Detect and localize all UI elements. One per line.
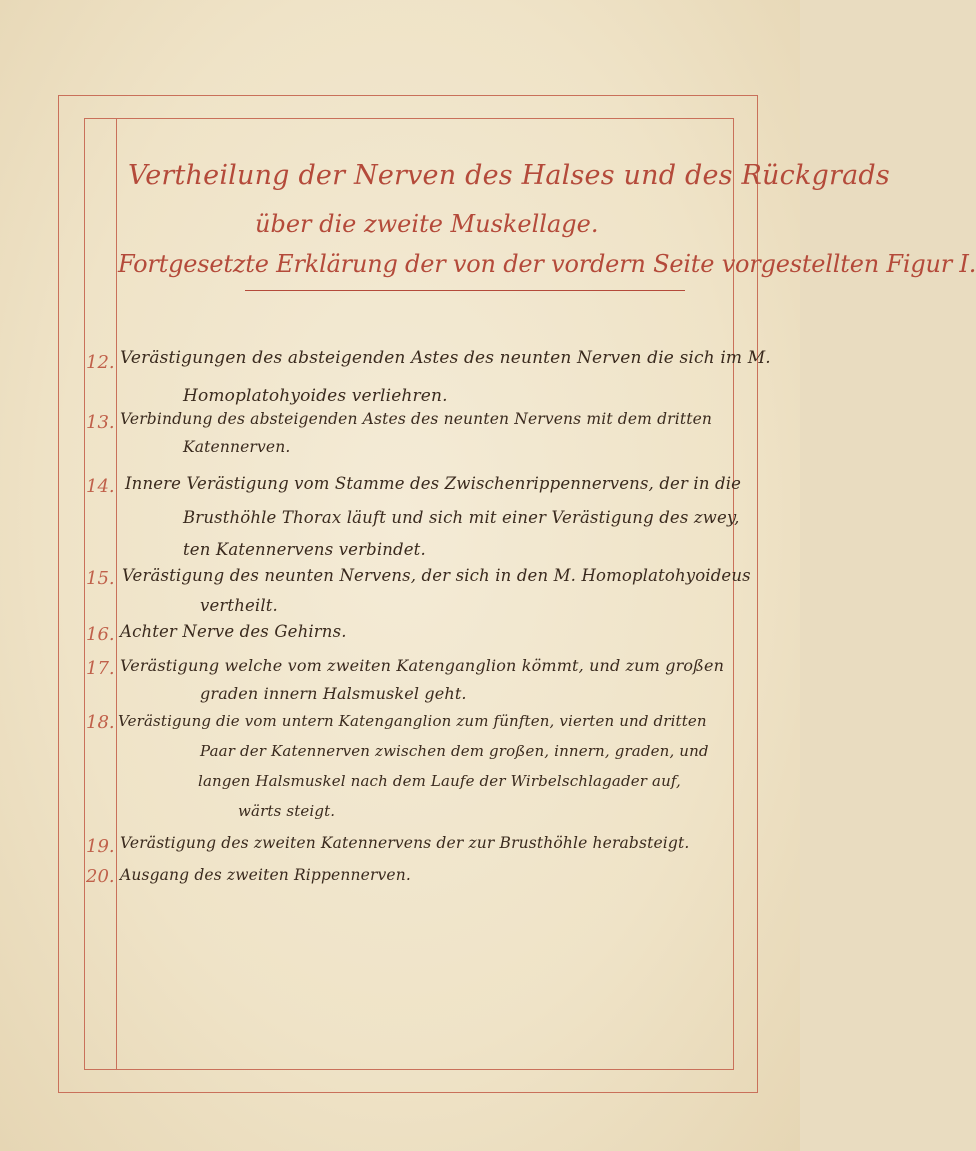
entry-number: 20. [86,866,115,887]
entry-line: Ausgang des zweiten Rippennerven. [120,866,411,884]
margin-rule [116,118,117,1070]
title-line-1: Vertheilung der Nerven des Halses und des Rückgrads [128,160,890,191]
entry-line: langen Halsmuskel nach dem Laufe der Wirbelschlagader auf, [198,772,681,790]
entry-line: Paar der Katennerven zwischen dem großen, innern, graden, und [200,742,709,760]
title-underline [245,290,685,291]
entry-line: Verästigungen des absteigenden Astes des neunten Nerven die sich im M. [120,348,771,368]
entry-number: 18. [86,712,115,733]
entry-number: 17. [86,658,115,679]
entry-line: Verästigung welche vom zweiten Katenganglion kömmt, und zum großen [120,656,725,675]
entry-number: 16. [86,624,115,645]
entry-line: Verästigung die vom untern Katenganglion zum fünften, vierten und dritten [118,712,707,730]
entry-line: Katennerven. [183,438,291,456]
entry-line: Innere Verästigung vom Stamme des Zwischenrippennervens, der in die [125,474,742,493]
entry-number: 15. [86,568,115,589]
entry-line: Achter Nerve des Gehirns. [120,622,347,641]
entry-number: 19. [86,836,115,857]
entry-line: Verbindung des absteigenden Astes des neunten Nervens mit dem dritten [120,410,713,428]
entry-number: 12. [86,352,115,373]
entry-number: 13. [86,412,115,433]
entry-line: Homoplatohyoides verliehren. [183,386,448,406]
title-line-2: über die zweite Muskellage. [255,210,599,238]
entry-line: graden innern Halsmuskel geht. [200,684,467,703]
entry-line: Brusthöhle Thorax läuft und sich mit einer Verästigung des zwey, [183,508,740,527]
entry-line: vertheilt. [200,596,278,615]
entry-number: 14. [86,476,115,497]
entry-line: Verästigung des zweiten Katennervens der zur Brusthöhle herabsteigt. [120,834,690,852]
title-line-3: Fortgesetzte Erklärung der von der vordern Seite vorgestellten Figur I. [118,250,976,278]
entry-line: wärts steigt. [238,802,336,820]
entry-line: ten Katennervens verbindet. [183,540,426,559]
entry-line: Verästigung des neunten Nervens, der sich in den M. Homoplatohyoideus [122,566,751,585]
